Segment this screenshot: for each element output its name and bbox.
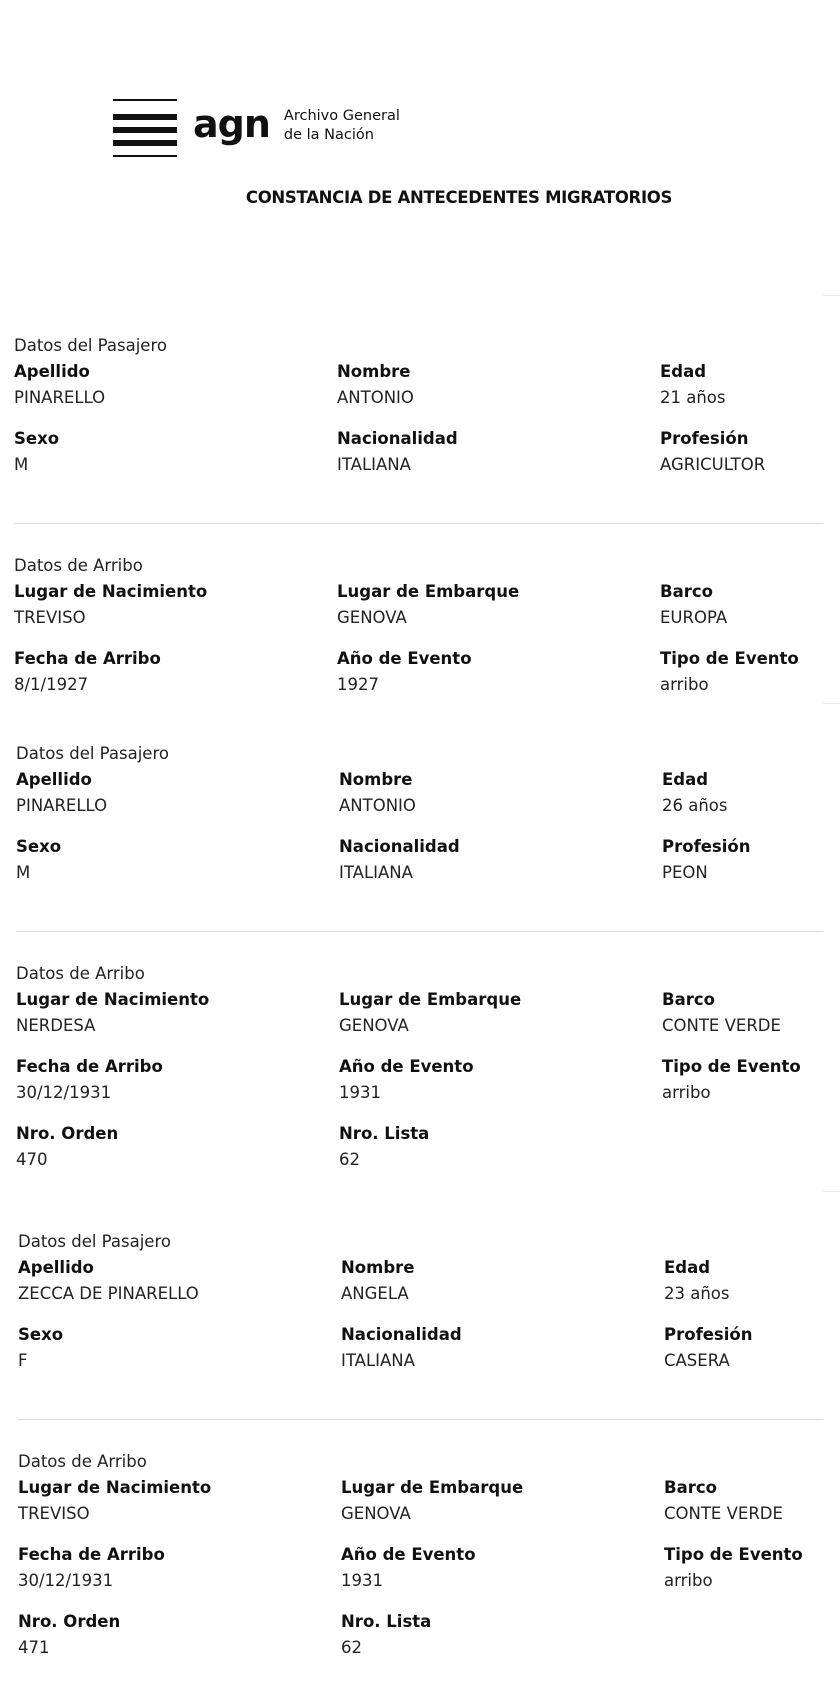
section-title: Datos del Pasajero bbox=[16, 744, 169, 763]
field-edad bbox=[664, 1255, 730, 1307]
field-label: Nacionalidad bbox=[341, 1325, 462, 1344]
logo-subtitle-line-2: de la Nación bbox=[283, 127, 374, 143]
section-divider bbox=[16, 931, 823, 932]
field-label: Apellido bbox=[18, 1258, 94, 1277]
field-value: ITALIANA bbox=[341, 1351, 415, 1370]
passenger-section bbox=[16, 741, 751, 901]
field-value: 471 bbox=[18, 1638, 50, 1657]
field-label: Lugar de Embarque bbox=[339, 990, 522, 1009]
arrival-row bbox=[16, 1121, 430, 1188]
field-value: 30/12/1931 bbox=[18, 1571, 114, 1590]
section-title: Datos de Arribo bbox=[18, 1452, 147, 1471]
field-value: 1927 bbox=[337, 675, 379, 694]
field-value: PEON bbox=[662, 863, 708, 882]
field-label: Profesión bbox=[664, 1325, 753, 1344]
field-value: 470 bbox=[16, 1150, 48, 1169]
section-title: Datos del Pasajero bbox=[14, 336, 167, 355]
field-nro-lista bbox=[339, 1121, 429, 1173]
field-value: 62 bbox=[339, 1150, 360, 1169]
field-label: Año de Evento bbox=[337, 649, 472, 668]
edge-mark bbox=[823, 295, 840, 296]
passenger-row bbox=[14, 426, 766, 493]
field-apellido bbox=[14, 359, 105, 411]
passenger-section bbox=[14, 333, 766, 493]
section-title: Datos de Arribo bbox=[16, 964, 145, 983]
agn-logo-bars-icon bbox=[113, 97, 177, 159]
field-nombre bbox=[341, 1255, 414, 1307]
field-value: 26 años bbox=[662, 796, 728, 815]
field-label: Edad bbox=[664, 1258, 711, 1277]
field-lugar-nacimiento bbox=[18, 1475, 211, 1527]
field-label: Tipo de Evento bbox=[660, 649, 799, 668]
field-value: CASERA bbox=[664, 1351, 730, 1370]
field-profesion bbox=[660, 426, 765, 478]
field-value: EUROPA bbox=[660, 608, 728, 627]
field-fecha-arribo bbox=[14, 646, 161, 698]
field-value: GENOVA bbox=[339, 1016, 409, 1035]
field-label: Fecha de Arribo bbox=[18, 1545, 165, 1564]
field-value: arribo bbox=[662, 1083, 711, 1102]
field-label: Sexo bbox=[14, 429, 60, 448]
field-value: arribo bbox=[660, 675, 709, 694]
field-nro-orden bbox=[18, 1609, 120, 1661]
field-value: ITALIANA bbox=[337, 455, 411, 474]
field-nacionalidad bbox=[339, 834, 460, 886]
logo-subtitle-line-1: Archivo General bbox=[283, 108, 400, 124]
field-label: Sexo bbox=[18, 1325, 64, 1344]
section-divider bbox=[14, 523, 823, 524]
field-label: Nro. Lista bbox=[339, 1124, 430, 1143]
field-fecha-arribo bbox=[18, 1542, 165, 1594]
field-lugar-embarque bbox=[337, 579, 519, 631]
field-lugar-nacimiento bbox=[14, 579, 207, 631]
field-anio-evento bbox=[339, 1054, 474, 1106]
field-nacionalidad bbox=[341, 1322, 462, 1374]
field-label: Nombre bbox=[341, 1258, 415, 1277]
field-value: ANTONIO bbox=[339, 796, 416, 815]
field-value: CONTE VERDE bbox=[662, 1016, 781, 1035]
field-label: Nro. Orden bbox=[18, 1612, 121, 1631]
passenger-section bbox=[18, 1229, 753, 1389]
arrival-section bbox=[14, 553, 799, 713]
field-label: Lugar de Nacimiento bbox=[16, 990, 210, 1009]
field-fecha-arribo bbox=[16, 1054, 163, 1106]
field-value: ANGELA bbox=[341, 1284, 409, 1303]
edge-mark bbox=[823, 703, 840, 704]
field-value: 21 años bbox=[660, 388, 726, 407]
field-label: Año de Evento bbox=[341, 1545, 476, 1564]
field-tipo-evento bbox=[664, 1542, 803, 1594]
document-header bbox=[0, 0, 840, 230]
field-value: TREVISO bbox=[18, 1504, 90, 1523]
passenger-row bbox=[14, 359, 726, 426]
field-value: CONTE VERDE bbox=[664, 1504, 783, 1523]
arrival-row bbox=[16, 1054, 801, 1121]
field-label: Nro. Lista bbox=[341, 1612, 432, 1631]
field-anio-evento bbox=[341, 1542, 476, 1594]
field-value: GENOVA bbox=[341, 1504, 411, 1523]
field-label: Fecha de Arribo bbox=[16, 1057, 163, 1076]
field-value: arribo bbox=[664, 1571, 713, 1590]
field-label: Apellido bbox=[16, 770, 92, 789]
field-lugar-nacimiento bbox=[16, 987, 209, 1039]
field-nombre bbox=[339, 767, 416, 819]
field-anio-evento bbox=[337, 646, 472, 698]
arrival-row bbox=[18, 1542, 803, 1609]
field-value: ZECCA DE PINARELLO bbox=[18, 1284, 199, 1303]
section-title: Datos de Arribo bbox=[14, 556, 143, 575]
field-value: NERDESA bbox=[16, 1016, 96, 1035]
field-label: Tipo de Evento bbox=[662, 1057, 801, 1076]
arrival-row bbox=[16, 987, 781, 1054]
arrival-section bbox=[18, 1449, 803, 1676]
field-value: 23 años bbox=[664, 1284, 730, 1303]
field-barco bbox=[664, 1475, 783, 1527]
logo-subtitle bbox=[284, 107, 400, 145]
field-value: ITALIANA bbox=[339, 863, 413, 882]
field-label: Edad bbox=[662, 770, 709, 789]
field-tipo-evento bbox=[662, 1054, 801, 1106]
field-apellido bbox=[16, 767, 107, 819]
field-value: AGRICULTOR bbox=[660, 455, 766, 474]
agn-logo bbox=[113, 97, 400, 159]
field-label: Tipo de Evento bbox=[664, 1545, 803, 1564]
field-value: F bbox=[18, 1351, 28, 1370]
field-value: 1931 bbox=[339, 1083, 381, 1102]
field-nro-lista bbox=[341, 1609, 431, 1661]
field-label: Profesión bbox=[660, 429, 749, 448]
field-value: ANTONIO bbox=[337, 388, 414, 407]
field-value: 62 bbox=[341, 1638, 362, 1657]
arrival-row bbox=[14, 579, 728, 646]
field-value: GENOVA bbox=[337, 608, 407, 627]
section-divider bbox=[18, 1419, 823, 1420]
field-value: 8/1/1927 bbox=[14, 675, 89, 694]
field-label: Apellido bbox=[14, 362, 90, 381]
field-barco bbox=[660, 579, 727, 631]
field-sexo bbox=[16, 834, 61, 886]
field-label: Lugar de Embarque bbox=[341, 1478, 524, 1497]
field-value: 1931 bbox=[341, 1571, 383, 1590]
field-edad bbox=[662, 767, 728, 819]
edge-mark bbox=[823, 1191, 840, 1192]
field-nro-orden bbox=[16, 1121, 118, 1173]
field-value: 30/12/1931 bbox=[16, 1083, 112, 1102]
field-value: TREVISO bbox=[14, 608, 86, 627]
field-value: M bbox=[16, 863, 31, 882]
document-title: CONSTANCIA DE ANTECEDENTES MIGRATORIOS bbox=[245, 188, 673, 207]
field-label: Nro. Orden bbox=[16, 1124, 119, 1143]
passenger-row bbox=[18, 1255, 730, 1322]
field-label: Nacionalidad bbox=[339, 837, 460, 856]
field-label: Barco bbox=[662, 990, 715, 1009]
passenger-row bbox=[16, 767, 728, 834]
field-edad bbox=[660, 359, 726, 411]
field-profesion bbox=[664, 1322, 753, 1374]
field-label: Año de Evento bbox=[339, 1057, 474, 1076]
arrival-row bbox=[18, 1609, 432, 1676]
field-value: M bbox=[14, 455, 29, 474]
arrival-section bbox=[16, 961, 801, 1188]
passenger-row bbox=[16, 834, 751, 901]
field-label: Lugar de Nacimiento bbox=[14, 582, 208, 601]
field-label: Nombre bbox=[337, 362, 411, 381]
field-label: Profesión bbox=[662, 837, 751, 856]
arrival-row bbox=[14, 646, 799, 713]
field-apellido bbox=[18, 1255, 199, 1307]
field-value: PINARELLO bbox=[16, 796, 108, 815]
field-label: Barco bbox=[660, 582, 713, 601]
field-nacionalidad bbox=[337, 426, 458, 478]
field-sexo bbox=[14, 426, 59, 478]
field-barco bbox=[662, 987, 781, 1039]
field-label: Lugar de Nacimiento bbox=[18, 1478, 212, 1497]
field-label: Barco bbox=[664, 1478, 717, 1497]
field-sexo bbox=[18, 1322, 63, 1374]
field-profesion bbox=[662, 834, 751, 886]
field-value: PINARELLO bbox=[14, 388, 106, 407]
field-label: Lugar de Embarque bbox=[337, 582, 520, 601]
passenger-row bbox=[18, 1322, 753, 1389]
field-label: Sexo bbox=[16, 837, 62, 856]
field-label: Fecha de Arribo bbox=[14, 649, 161, 668]
field-label: Nacionalidad bbox=[337, 429, 458, 448]
field-lugar-embarque bbox=[339, 987, 521, 1039]
field-nombre bbox=[337, 359, 414, 411]
field-label: Nombre bbox=[339, 770, 413, 789]
logo-wordmark: agn bbox=[193, 102, 270, 146]
field-lugar-embarque bbox=[341, 1475, 523, 1527]
field-tipo-evento bbox=[660, 646, 799, 698]
section-title: Datos del Pasajero bbox=[18, 1232, 171, 1251]
arrival-row bbox=[18, 1475, 783, 1542]
field-label: Edad bbox=[660, 362, 707, 381]
